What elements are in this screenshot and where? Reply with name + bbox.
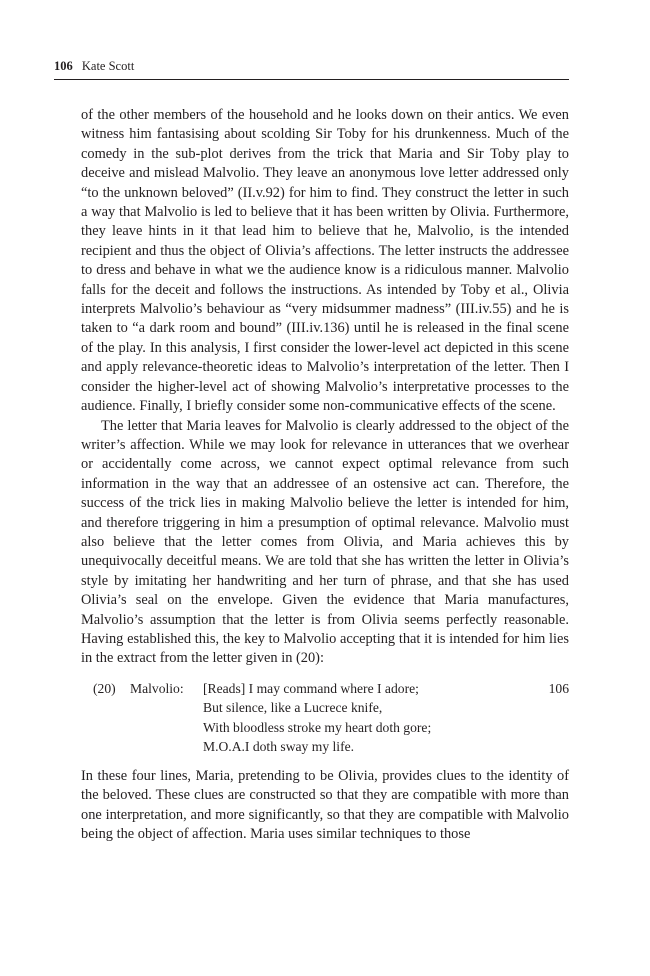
- verse-line: With bloodless stroke my heart doth gore;: [203, 719, 432, 735]
- verse-line: M.O.A.I doth sway my life.: [203, 739, 355, 754]
- example-20: [81, 679, 569, 757]
- example-speaker: Malvolio:: [130, 680, 184, 696]
- paragraph-1: of the other members of the household and he looks down on their antics. We even witness him fantasising about scolding Sir Toby for his drunkenness. Much of the comedy in the sub-plot derives from the trick that Maria and Sir Toby play to deceive and mislead Malvolio. They leave an anonymous love letter addressed only “to the unknown beloved” (II.v.92) for him to find. They construct the letter in such a way that Malvolio is led to believe that it has been written by Olivia. Furthermore, they leave hints in it that lead him to believe that he, Malvolio, is the intended recipient and thus the object of Olivia’s affections. The letter instructs the addressee to dress and behave in what we the audience know is a ridiculous manner. Malvolio falls for the deceit and follows the instructions. As intended by Toby et al., Olivia interprets Malvolio’s behaviour as “very midsummer madness” (III.iv.55) and he is taken to “a dark room and bound” (III.iv.136) until he is released in the final scene of the play. In this analysis, I first consider the lower-level act depicted in this scene and apply relevance-theoretic ideas to Malvolio’s interpretation of the letter. Then I consider the higher-level act of showing Malvolio’s interpretative processes to the audience. Finally, I briefly consider some non-communicative effects of the scene.: [81, 107, 569, 415]
- example-verse: [203, 679, 431, 757]
- paragraph-2: The letter that Maria leaves for Malvolio is clearly addressed to the object of the writer’s affection. While we may look for relevance in utterances that we overhear or accidentally come across, we cannot expect optimal relevance from such information in the way that an addressee of an ostensive act can. Therefore, the success of the trick lies in making Malvolio believe the letter is intended for him, and therefore triggering in him a presumption of optimal relevance. Malvolio must also believe that the letter comes from Olivia, and Maria achieves this by unequivocally deceitful means. We are told that she has written the letter in Olivia’s style by imitating her handwriting and her turn of phrase, and that she has used Olivia’s seal on the envelope. Given the evidence that Maria manufactures, Malvolio’s assumption that the letter is from Olivia seems perfectly reasonable. Having established this, the key to Malvolio accepting that it is intended for him lies in the extract from the letter given in (20):: [81, 417, 569, 667]
- body-text: [81, 106, 569, 844]
- running-header: [54, 58, 569, 74]
- page-number: 106: [54, 59, 73, 73]
- example-number: (20): [93, 680, 116, 696]
- verse-line: But silence, like a Lucrece knife,: [203, 700, 383, 716]
- header-rule: [54, 79, 569, 80]
- running-author: Kate Scott: [81, 59, 135, 73]
- paragraph-3: In these four lines, Maria, pretending to be Olivia, provides clues to the identity of the beloved. These clues are constructed so that they are compatible with more than one interpretation, and more significantly, so that they are compatible with Malvolio being the object of affection. Maria uses similar techniques to those: [81, 767, 569, 842]
- example-line-reference: 106: [548, 680, 569, 696]
- verse-line: [Reads] I may command where I adore;: [203, 680, 419, 696]
